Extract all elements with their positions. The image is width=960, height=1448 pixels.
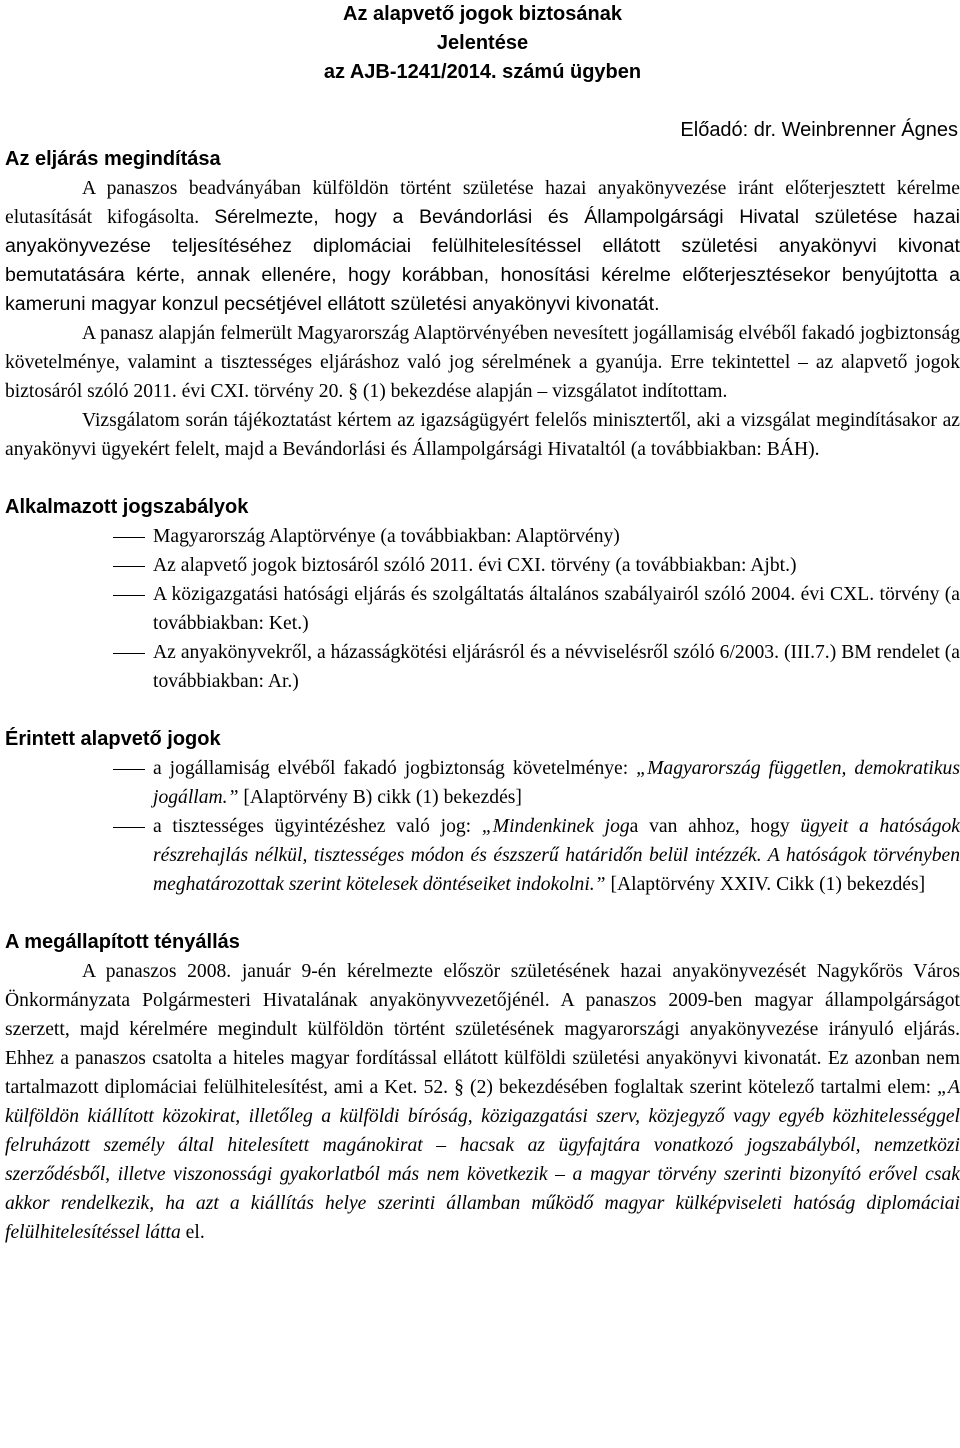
law-item: Az alapvető jogok biztosáról szóló 2011. évi CXI. törvény (a továbbiakban: Ajbt.) bbox=[153, 555, 797, 576]
laws-list bbox=[5, 522, 960, 696]
initiation-paragraph-3: Vizsgálatom során tájékoztatást kértem az igazságügyért felelős minisztertől, aki a vizsgálat megindításakor az anyakönyvi ügyekért felelt, majd a Bevándorlási és Állampolgársági Hivataltól (a továbbiakban: BÁH). bbox=[5, 410, 960, 460]
speaker-line: Előadó: dr. Weinbrenner Ágnes bbox=[680, 119, 958, 141]
title-line-3: az AJB-1241/2014. számú ügyben bbox=[323, 61, 642, 83]
right-item: a tisztességes ügyintézéshez való jog: „Mindenkinek joga van ahhoz, hogy ügyeit a hatóságok részrehajlás nélkül, tisztességes módon és észszerű határidőn belül intézzék. A hatóságok törvényben meghatározottak szerint kötelesek döntéseiket indokolni.” [Alaptörvény XXIV. Cikk (1) bekezdés] bbox=[153, 816, 960, 895]
spacer bbox=[5, 696, 960, 725]
rights-list bbox=[5, 754, 960, 899]
facts-paragraph-1: A panaszos 2008. január 9-én kérelmezte először születésének hazai anyakönyvezését Nagykőrös Város Önkormányzata Polgármesteri Hivatalának anyakönyvvezetőjénél. A panaszos 2009-ben magyar állampolgárságot szerzett, majd kérelmére megindult külföldön történt születésének magyarországi anyakönyvezése irányuló eljárás. Ehhez a panaszos csatolta a hiteles magyar fordítással ellátott külföldi születési anyakönyvi kivonatát. Ez azonban nem tartalmazott diplomáciai felülhitelesítést, ami a Ket. 52. § (2) bekezdésében foglaltak szerint kötelező tartalmi elem: „A külföldön kiállított közokirat, illetőleg a külföldi bíróság, közigazgatási szerv, közjegyző vagy egyéb közhitelességgel felruházott személy által hitelesített magánokirat ‒ hacsak az ügyfajtára vonatkozó jogszabályból, nemzetközi szerződésből, illetve viszonossági gyakorlatból más nem következik ‒ a magyar törvény szerinti bizonyító erővel csak akkor rendelkezik, ha azt a kiállítás helye szerinti államban működő magyar külképviseleti hatóság diplomáciai felülhitelesítéssel látta el. bbox=[5, 961, 960, 1243]
initiation-p1-part-b: Sérelmezte, hogy a Bevándorlási és Állampolgársági Hivatal születése hazai anyakönyvezése teljesítéséhez diplomáciai felülhitelesítéssel ellátott születési anyakönyvi kivonat bemutatására kérte, annak ellenére, hogy korábban, honosítási kérelme előterjesztésekor benyújtotta a kameruni magyar konzul pecsétjével ellátott születési anyakönyvi kivonatát. bbox=[5, 206, 960, 315]
heading-initiation: Az eljárás megindítása bbox=[5, 148, 221, 170]
initiation-paragraph-2: A panasz alapján felmerült Magyarország Alaptörvényében nevesített jogállamiság elvéből fakadó jogbiztonság követelménye, valamint a tisztességes eljáráshoz való jog sérelmének a gyanúja. Erre tekintettel ‒ az alapvető jogok biztosáról szóló 2011. évi CXI. törvény 20. § (1) bekezdése alapján ‒ vizsgálatot indítottam. bbox=[5, 323, 960, 402]
document-title bbox=[5, 0, 960, 87]
heading-rights: Érintett alapvető jogok bbox=[5, 728, 221, 750]
title-line-2: Jelentése bbox=[436, 32, 529, 54]
law-item: Az anyakönyvekről, a házasságkötési eljárásról és a névviselésről szóló 6/2003. (III.7.) BM rendelet (a továbbiakban: Ar.) bbox=[153, 642, 960, 692]
heading-laws: Alkalmazott jogszabályok bbox=[5, 496, 249, 518]
initiation-p1-part-a: A panaszos beadványában külföldön történt születése hazai anyakönyvezése iránt előterjesztett kérelme elutasítását kifogásolta. bbox=[5, 178, 960, 228]
spacer bbox=[5, 899, 960, 928]
quote: „A külföldön kiállított közokirat, illetőleg a külföldi bíróság, közigazgatási szerv, közjegyző vagy egyéb közhitelességgel felruházott személy által hitelesített magánokirat ‒ hacsak az ügyfajtára vonatkozó jogszabályból, nemzetközi szerződésből, illetve viszonossági gyakorlatból más nem következik ‒ a magyar törvény szerinti bizonyító erővel csak akkor rendelkezik, ha azt a kiállítás helye szerinti államban működő magyar külképviseleti hatóság diplomáciai felülhitelesítéssel látta bbox=[5, 1077, 960, 1243]
law-item: A közigazgatási hatósági eljárás és szolgáltatás általános szabályairól szóló 2004. évi CXL. törvény (a továbbiakban: Ket.) bbox=[153, 584, 960, 634]
quote: „Magyarország független, demokratikus jogállam.” bbox=[153, 758, 960, 808]
quote: ügyeit a hatóságok részrehajlás nélkül, tisztességes módon és észszerű határidőn belül intézzék. A hatóságok törvényben meghatározottak szerint kötelesek döntéseiket indokolni.” bbox=[153, 816, 960, 895]
initiation-paragraph-1 bbox=[5, 174, 960, 319]
right-item: a jogállamiság elvéből fakadó jogbiztonság követelménye: „Magyarország független, demokratikus jogállam.” [Alaptörvény B) cikk (1) bekezdés] bbox=[153, 758, 960, 808]
quote: „Mindenkinek jog bbox=[481, 816, 630, 837]
spacer bbox=[5, 464, 960, 493]
law-item: Magyarország Alaptörvénye (a továbbiakban: Alaptörvény) bbox=[153, 526, 620, 547]
heading-facts: A megállapított tényállás bbox=[5, 931, 240, 953]
title-line-1: Az alapvető jogok biztosának bbox=[343, 3, 622, 25]
